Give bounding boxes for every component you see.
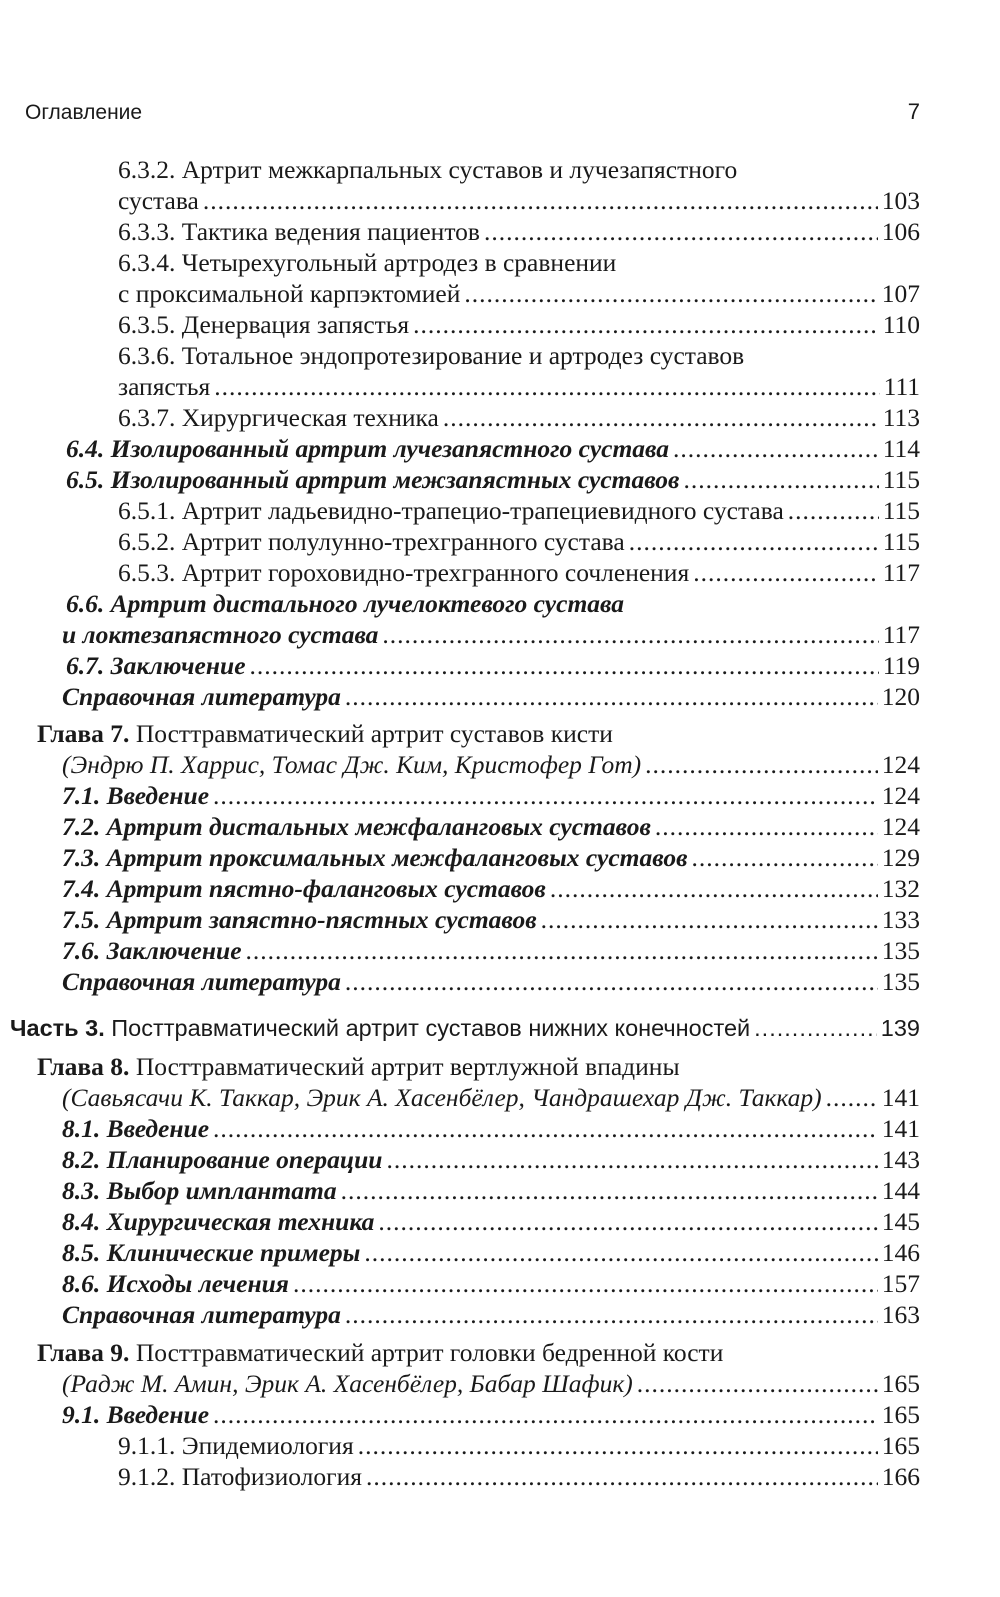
toc-references[interactable]: Справочная литература ..... 163 xyxy=(62,1299,920,1330)
toc-section[interactable]: 9.1. Введение ..... 165 xyxy=(62,1399,920,1430)
toc-section[interactable]: 7.6. Заключение ..... 135 xyxy=(62,935,920,966)
toc-section[interactable]: 7.4. Артрит пястно-фаланговых суставов ..... 132 xyxy=(62,873,920,904)
toc-entry[interactable]: 9.1.1. Эпидемиология ..... 165 xyxy=(118,1430,920,1461)
header-title: Оглавление xyxy=(25,101,143,124)
toc-section[interactable]: 8.2. Планирование операции ..... 143 xyxy=(62,1144,920,1175)
toc-section[interactable]: и локтезапястного сустава ..... 117 xyxy=(62,619,920,650)
toc-section[interactable]: 8.4. Хирургическая техника ..... 145 xyxy=(62,1206,920,1237)
toc-section[interactable]: 8.1. Введение ..... 141 xyxy=(62,1113,920,1144)
toc-entry[interactable]: 6.5.1. Артрит ладьевидно-трапецио-трапециевидного сустава ..... 115 xyxy=(118,495,920,526)
header-page-number: 7 xyxy=(907,99,920,124)
toc-chapter-authors[interactable]: (Радж М. Амин, Эрик А. Хасенбёлер, Бабар Шафик) ..... 165 xyxy=(62,1368,920,1399)
toc-section[interactable]: 7.3. Артрит проксимальных межфаланговых суставов ..... 129 xyxy=(62,842,920,873)
toc-section[interactable]: 6.5. Изолированный артрит межзапястных суставов ..... 115 xyxy=(66,464,920,495)
toc-entry[interactable]: 6.3.3. Тактика ведения пациентов ..... 106 xyxy=(118,216,920,247)
toc-entry[interactable]: сустава ..... 103 xyxy=(118,185,920,216)
toc-entry[interactable]: 6.3.7. Хирургическая техника ..... 113 xyxy=(118,402,920,433)
toc-entry[interactable]: 6.3.5. Денервация запястья ..... 110 xyxy=(118,309,920,340)
toc-section: 6.6. Артрит дистального лучелоктевого сустава xyxy=(66,589,624,618)
toc-entry: 6.3.6. Тотальное эндопротезирование и артродез суставов xyxy=(118,341,745,370)
toc-entry[interactable]: 6.5.2. Артрит полулунно-трехгранного сустава ..... 115 xyxy=(118,526,920,557)
toc-entry: 6.3.4. Четырехугольный артродез в сравнении xyxy=(118,248,617,277)
toc-chapter: Глава 7. Посттравматический артрит суставов кисти xyxy=(37,719,613,748)
toc-section[interactable]: 7.1. Введение ..... 124 xyxy=(62,780,920,811)
toc-section[interactable]: 6.7. Заключение ..... 119 xyxy=(66,650,920,681)
toc-chapter-authors[interactable]: (Савьясачи К. Таккар, Эрик А. Хасенбёлер, Чандрашехар Дж. Таккар) ..... 141 xyxy=(62,1082,920,1113)
toc-references[interactable]: Справочная литература ..... 135 xyxy=(62,966,920,997)
toc-section[interactable]: 8.6. Исходы лечения ..... 157 xyxy=(62,1268,920,1299)
toc-entry[interactable]: с проксимальной карпэктомией ..... 107 xyxy=(118,278,920,309)
toc-entry[interactable]: запястья ..... 111 xyxy=(118,371,920,402)
toc-section[interactable]: 8.5. Клинические примеры ..... 146 xyxy=(62,1237,920,1268)
toc-chapter-authors[interactable]: (Эндрю П. Харрис, Томас Дж. Ким, Кристофер Гот) ..... 124 xyxy=(62,749,920,780)
toc-chapter: Глава 9. Посттравматический артрит головки бедренной кости xyxy=(37,1338,724,1367)
toc-section[interactable]: 7.5. Артрит запястно-пястных суставов ..... 133 xyxy=(62,904,920,935)
toc-section[interactable]: 8.3. Выбор имплантата ..... 144 xyxy=(62,1175,920,1206)
toc-part[interactable]: Часть 3. Посттравматический артрит суставов нижних конечностей ..... 139 xyxy=(10,1013,920,1044)
toc-references[interactable]: Справочная литература ..... 120 xyxy=(62,681,920,712)
toc-entry: 6.3.2. Артрит межкарпальных суставов и лучезапястного xyxy=(118,155,738,184)
running-header xyxy=(25,97,920,131)
toc-chapter: Глава 8. Посттравматический артрит вертлужной впадины xyxy=(37,1052,680,1081)
toc-section[interactable]: 7.2. Артрит дистальных межфаланговых суставов ..... 124 xyxy=(62,811,920,842)
toc-section[interactable]: 6.4. Изолированный артрит лучезапястного сустава ..... 114 xyxy=(66,433,920,464)
toc-entry[interactable]: 6.5.3. Артрит гороховидно-трехгранного сочленения ..... 117 xyxy=(118,557,920,588)
toc-entry[interactable]: 9.1.2. Патофизиология ..... 166 xyxy=(118,1461,920,1492)
